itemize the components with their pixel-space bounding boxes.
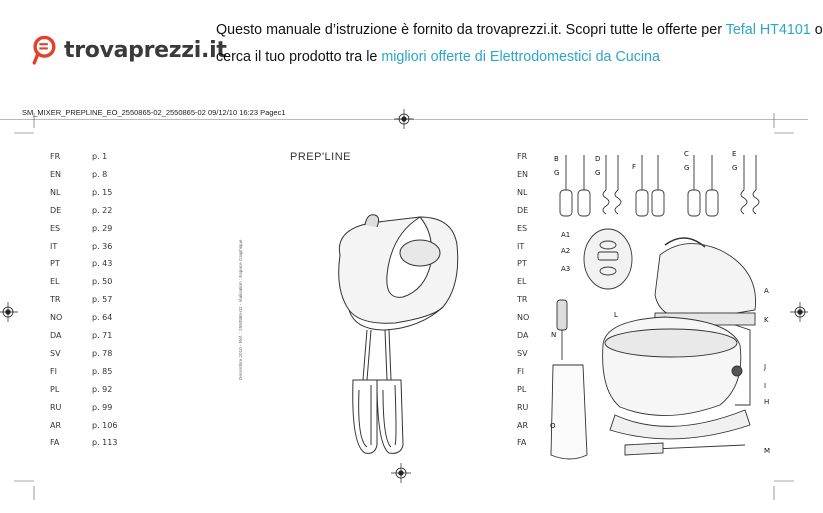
language-code: IT: [50, 241, 58, 251]
language-code: NL: [517, 187, 528, 197]
language-code: IT: [517, 241, 525, 251]
language-code: ES: [50, 223, 61, 233]
language-page: p. 57: [92, 295, 113, 305]
language-code: DA: [50, 331, 62, 340]
part-label-a2: A2: [561, 247, 571, 255]
language-code: FR: [50, 152, 61, 161]
banner-tail: o: [814, 22, 823, 38]
language-page: p. 92: [92, 384, 113, 394]
language-page: p. 36: [92, 241, 113, 251]
language-page: p. 15: [92, 187, 113, 197]
language-code: EN: [517, 169, 529, 179]
language-code: ES: [517, 223, 528, 233]
part-label-g: G: [684, 164, 690, 172]
part-label-i: I: [764, 382, 767, 390]
accessories-illustration: [548, 150, 768, 225]
part-label-b: B: [554, 155, 559, 163]
part-label-a: A: [764, 287, 769, 295]
language-code: SV: [50, 348, 61, 358]
category-link[interactable]: migliori offerte di Elettrodomestici da Cucina: [381, 49, 660, 65]
language-code: NO: [517, 313, 530, 323]
part-label-c: C: [684, 150, 689, 158]
part-label-g: G: [595, 169, 601, 177]
language-code: RU: [517, 402, 529, 412]
language-code: AR: [517, 420, 529, 430]
part-label-k: K: [764, 316, 769, 324]
language-code: AR: [50, 420, 62, 430]
language-code: PL: [517, 384, 527, 394]
print-slug: SM_MIXER_PREPLINE_EO_2550865-02_2550865-02 09/12/10 16:23 Pagec1: [22, 108, 286, 117]
language-page: p. 43: [92, 259, 113, 269]
logo-wordmark[interactable]: trovaprezzi.it: [64, 38, 227, 63]
language-page: p. 106: [92, 420, 118, 430]
language-page: p. 113: [92, 438, 118, 448]
language-code: DE: [50, 205, 62, 215]
language-page: p. 85: [92, 366, 113, 376]
language-code: RU: [50, 402, 62, 412]
part-label-d: D: [595, 155, 601, 163]
banner-text-2: cerca il tuo prodotto tra le: [216, 49, 378, 65]
language-code: NO: [50, 313, 63, 323]
language-code: FA: [517, 438, 527, 448]
language-code: FA: [50, 438, 60, 448]
language-code: EL: [50, 277, 60, 287]
banner-text-1: Questo manuale d’istruzione è fornito da trovaprezzi.it. Scopri tutte le offerte per: [216, 22, 722, 38]
hand-mixer-illustration: [325, 205, 465, 460]
stand-mixer-illustration: [545, 225, 775, 470]
language-code: PT: [517, 259, 527, 269]
part-label-n: N: [551, 331, 557, 339]
language-page: p. 22: [92, 205, 113, 215]
language-code: PL: [50, 384, 60, 394]
language-page: p. 50: [92, 277, 113, 287]
part-label-o: O: [550, 422, 556, 430]
language-code: FI: [50, 366, 57, 376]
part-label-g: G: [554, 169, 560, 177]
language-page: p. 1: [92, 152, 108, 161]
language-page: p. 71: [92, 331, 113, 340]
language-code: SV: [517, 348, 528, 358]
product-brand: PREP'LINE: [290, 151, 352, 163]
language-code: PT: [50, 259, 60, 269]
language-code: EN: [50, 169, 62, 179]
part-label-h: H: [764, 398, 770, 406]
part-label-j: J: [764, 363, 767, 371]
language-page: p. 64: [92, 313, 113, 323]
print-reference-note: Decembre 2010 - Réf. : 2550865-02 - réalisation : Espace Graphique: [238, 239, 243, 380]
language-code: EL: [517, 277, 527, 287]
language-code: NL: [50, 187, 61, 197]
language-page: p. 99: [92, 402, 113, 412]
language-code: DE: [517, 205, 529, 215]
part-label-f: F: [632, 163, 637, 171]
part-label-l: L: [614, 311, 618, 319]
part-label-a1: A1: [561, 231, 571, 239]
language-code: TR: [517, 295, 528, 305]
language-code: TR: [50, 295, 61, 305]
part-label-e: E: [732, 150, 737, 158]
product-link[interactable]: Tefal HT4101: [725, 22, 811, 38]
language-page: p. 78: [92, 348, 113, 358]
language-code: FR: [517, 152, 528, 161]
part-label-m: M: [764, 447, 771, 455]
language-code: DA: [517, 331, 529, 340]
language-page: p. 8: [92, 169, 108, 179]
language-code: FI: [517, 366, 524, 376]
part-label-a3: A3: [561, 265, 571, 273]
part-label-g: G: [732, 164, 738, 172]
language-page: p. 29: [92, 223, 113, 233]
